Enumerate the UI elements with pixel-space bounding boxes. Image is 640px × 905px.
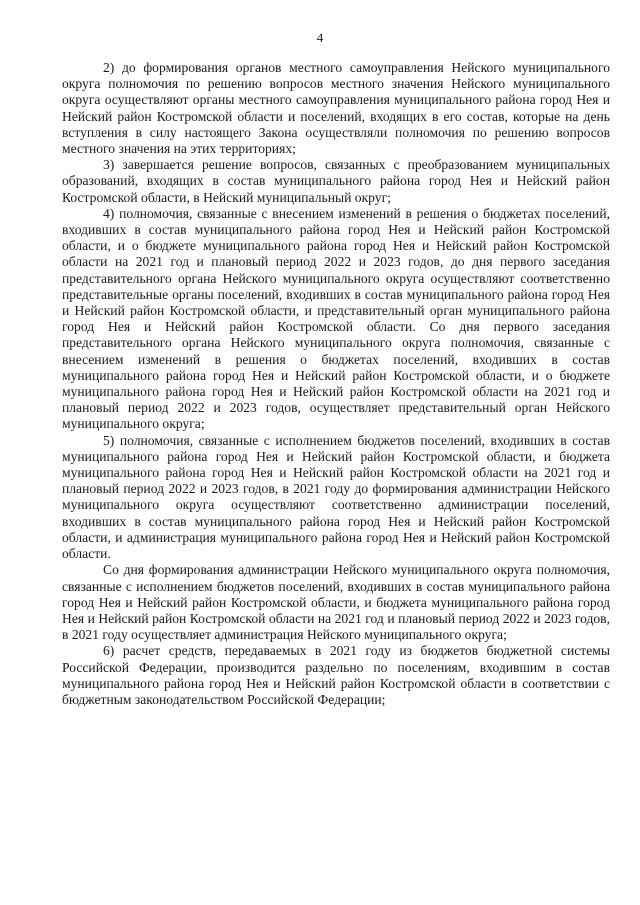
paragraph-item-5: 5) полномочия, связанные с исполнением бюджетов поселений, входивших в состав муниципального района город Нея и Нейский район Костромской области, и бюджета муниципального района город Нея и Нейский район Костромской области на 2021 год и плановый период 2022 и 2023 годов, в 2021 году до формирования администрации Нейского муниципального округа осуществляют соответственно администрации поселений, входивших в состав муниципального района город Нея и Нейский район Костромской области, и администрация муниципального района город Нея и Нейский район Костромской области.: [62, 432, 610, 562]
paragraph-item-6: 6) расчет средств, передаваемых в 2021 году из бюджетов бюджетной системы Российской Федерации, производится раздельно по поселениям, входившим в состав муниципального района город Нея и Нейский район Костромской области в соответствии с бюджетным законодательством Российской Федерации;: [62, 643, 610, 707]
page-number: 4: [316, 30, 324, 45]
paragraph-item-4: 4) полномочия, связанные с внесением изменений в решения о бюджетах поселений, входивших в состав муниципального района город Нея и Нейский район Костромской области, и о бюджете муниципального района город Нея и Нейский район Костромской области на 2021 год и плановый период 2022 и 2023 годов, до дня первого заседания представительного органа Нейского муниципального округа осуществляют соответственно представительные органы поселений, входивших в состав муниципального района город Нея и Нейский район Костромской области, и представительный орган муниципального района город Нея и Нейский район Костромской области. Со дня первого заседания представительного органа Нейского муниципального округа полномочия, связанные с внесением изменений в решения о бюджетах поселений, входивших в состав муниципального района город Нея и Нейский район Костромской области, и о бюджете муниципального района город Нея и Нейский район Костромской области на 2021 год и плановый период 2022 и 2023 годов, осуществляет представительный орган Нейского муниципального округа;: [62, 205, 610, 432]
paragraph-item-2: 2) до формирования органов местного самоуправления Нейского муниципального округа полномочия по решению вопросов местного значения Нейского муниципального округа осуществляют органы местного самоуправления муниципального района город Нея и Нейский район Костромской области и поселений, входящих в его состав, которые на день вступления в силу настоящего Закона осуществляли полномочия по решению вопросов местного значения на этих территориях;: [62, 60, 610, 157]
paragraph-item-5-continuation: Со дня формирования администрации Нейского муниципального округа полномочия, связанные с исполнением бюджетов поселений, входивших в состав муниципального района город Нея и Нейский район Костромской области, и бюджета муниципального района город Нея и Нейский район Костромской области на 2021 год и плановый период 2022 и 2023 годов, в 2021 году осуществляет администрация Нейского муниципального округа;: [62, 562, 610, 643]
paragraph-item-3: 3) завершается решение вопросов, связанных с преобразованием муниципальных образований, входящих в состав муниципального района город Нея и Нейский район Костромской области, в Нейский муниципальный округ;: [62, 157, 610, 205]
document-body: [62, 60, 610, 708]
